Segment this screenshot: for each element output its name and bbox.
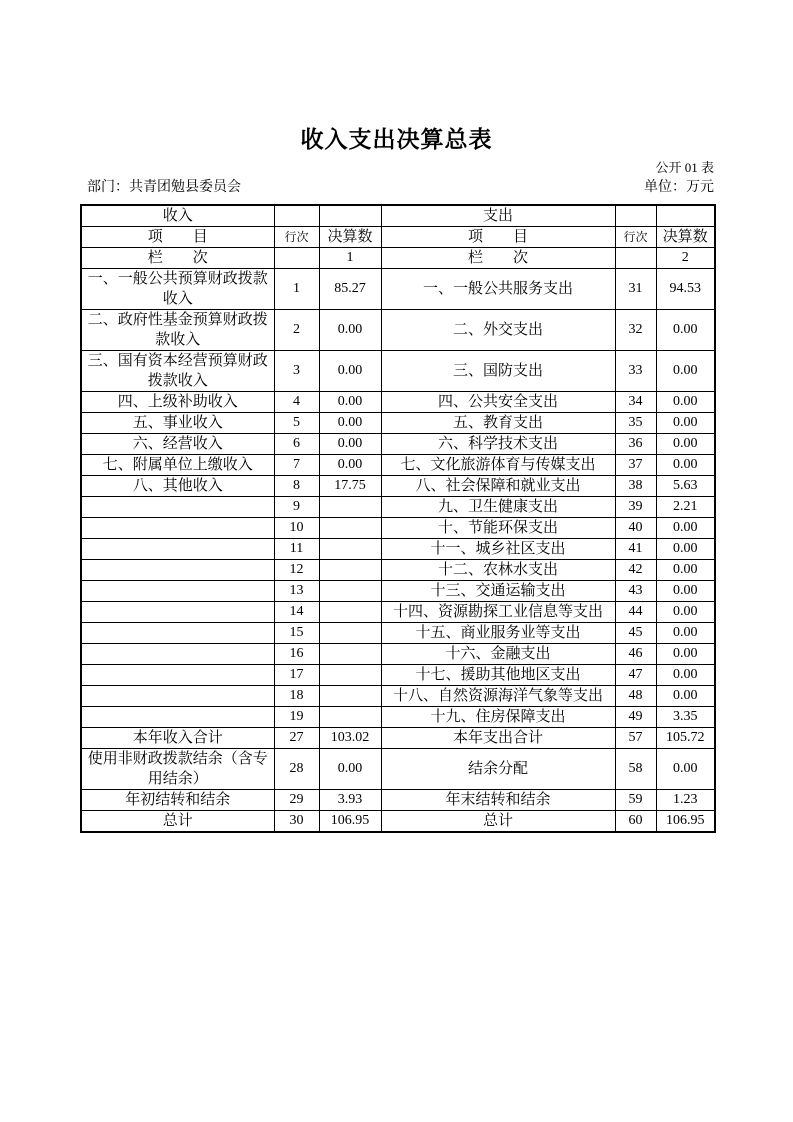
income-amount-cell: 3.93 xyxy=(319,790,381,811)
income-line-cell: 28 xyxy=(274,749,319,790)
income-item-cell xyxy=(81,560,274,581)
expense-amount-cell: 0.00 xyxy=(656,560,715,581)
expense-amount-header: 决算数 xyxy=(656,227,715,248)
table-body xyxy=(81,269,715,833)
expense-line-cell: 37 xyxy=(615,455,656,476)
income-amount-cell xyxy=(319,602,381,623)
income-item-cell: 五、事业收入 xyxy=(81,413,274,434)
income-column-index-label: 栏 次 xyxy=(81,248,274,269)
income-item-cell: 本年收入合计 xyxy=(81,728,274,749)
income-item-cell: 八、其他收入 xyxy=(81,476,274,497)
expense-item-cell: 结余分配 xyxy=(381,749,615,790)
expense-line-cell: 58 xyxy=(615,749,656,790)
expense-item-cell: 五、教育支出 xyxy=(381,413,615,434)
expense-amount-cell: 0.00 xyxy=(656,623,715,644)
expense-item-cell: 年末结转和结余 xyxy=(381,790,615,811)
income-item-cell: 四、上级补助收入 xyxy=(81,392,274,413)
expense-item-cell: 三、国防支出 xyxy=(381,351,615,392)
income-amount-header: 决算数 xyxy=(319,227,381,248)
table-row xyxy=(81,749,715,790)
expense-group-header: 支出 xyxy=(381,205,615,227)
income-amount-cell: 0.00 xyxy=(319,351,381,392)
income-line-cell: 10 xyxy=(274,518,319,539)
income-item-cell xyxy=(81,581,274,602)
income-line-cell: 29 xyxy=(274,790,319,811)
expense-item-cell: 四、公共安全支出 xyxy=(381,392,615,413)
column-header-row xyxy=(81,227,715,248)
income-amount-cell xyxy=(319,518,381,539)
table-row xyxy=(81,455,715,476)
income-line-cell: 9 xyxy=(274,497,319,518)
expense-line-cell: 43 xyxy=(615,581,656,602)
expense-item-cell: 本年支出合计 xyxy=(381,728,615,749)
expense-amount-cell: 5.63 xyxy=(656,476,715,497)
expense-item-cell: 九、卫生健康支出 xyxy=(381,497,615,518)
income-item-cell: 年初结转和结余 xyxy=(81,790,274,811)
income-amount-cell: 0.00 xyxy=(319,749,381,790)
income-item-cell xyxy=(81,686,274,707)
income-line-cell: 1 xyxy=(274,269,319,310)
expense-item-cell: 十九、住房保障支出 xyxy=(381,707,615,728)
expense-item-cell: 十四、资源勘探工业信息等支出 xyxy=(381,602,615,623)
expense-item-cell: 十八、自然资源海洋气象等支出 xyxy=(381,686,615,707)
expense-amount-cell: 0.00 xyxy=(656,686,715,707)
expense-amount-cell: 3.35 xyxy=(656,707,715,728)
expense-line-cell: 47 xyxy=(615,665,656,686)
income-amount-header-spacer xyxy=(319,205,381,227)
table-row xyxy=(81,434,715,455)
income-amount-cell xyxy=(319,497,381,518)
income-amount-cell xyxy=(319,665,381,686)
table-row xyxy=(81,351,715,392)
expense-amount-cell: 106.95 xyxy=(656,811,715,833)
expense-item-cell: 总计 xyxy=(381,811,615,833)
expense-amount-cell: 2.21 xyxy=(656,497,715,518)
expense-line-cell: 34 xyxy=(615,392,656,413)
expense-line-cell: 48 xyxy=(615,686,656,707)
department-label: 部门：共青团勉县委员会 xyxy=(87,180,241,195)
expense-line-cell: 59 xyxy=(615,790,656,811)
table-row xyxy=(81,790,715,811)
income-amount-cell: 106.95 xyxy=(319,811,381,833)
table-code: 公开 01 表 xyxy=(655,160,714,175)
income-amount-cell: 0.00 xyxy=(319,392,381,413)
meta-line xyxy=(80,179,714,197)
expense-line-cell: 41 xyxy=(615,539,656,560)
income-line-cell: 3 xyxy=(274,351,319,392)
expense-item-cell: 十、节能环保支出 xyxy=(381,518,615,539)
table-row xyxy=(81,392,715,413)
expense-item-cell: 十二、农林水支出 xyxy=(381,560,615,581)
expense-line-cell: 44 xyxy=(615,602,656,623)
income-item-cell xyxy=(81,623,274,644)
table-row xyxy=(81,310,715,351)
income-line-cell: 18 xyxy=(274,686,319,707)
expense-line-cell: 46 xyxy=(615,644,656,665)
income-item-cell xyxy=(81,602,274,623)
expense-line-cell: 60 xyxy=(615,811,656,833)
income-line-cell: 4 xyxy=(274,392,319,413)
page-content xyxy=(80,159,714,833)
income-amount-cell: 0.00 xyxy=(319,434,381,455)
expense-amount-cell: 105.72 xyxy=(656,728,715,749)
expense-amount-cell: 0.00 xyxy=(656,434,715,455)
table-row xyxy=(81,686,715,707)
income-item-cell xyxy=(81,707,274,728)
table-row xyxy=(81,602,715,623)
expense-amount-cell: 0.00 xyxy=(656,644,715,665)
table-code-line xyxy=(80,159,714,176)
table-row xyxy=(81,413,715,434)
table-row xyxy=(81,476,715,497)
expense-line-cell: 35 xyxy=(615,413,656,434)
expense-line-cell: 45 xyxy=(615,623,656,644)
income-line-cell: 2 xyxy=(274,310,319,351)
income-line-cell: 6 xyxy=(274,434,319,455)
table-row xyxy=(81,269,715,310)
column-index-row xyxy=(81,248,715,269)
income-item-cell: 一、一般公共预算财政拨款收入 xyxy=(81,269,274,310)
income-item-header: 项 目 xyxy=(81,227,274,248)
table-row xyxy=(81,644,715,665)
table-row xyxy=(81,811,715,833)
table-row xyxy=(81,539,715,560)
expense-amount-cell: 0.00 xyxy=(656,518,715,539)
income-line-cell: 14 xyxy=(274,602,319,623)
unit-label: 单位：万元 xyxy=(644,180,714,195)
expense-amount-cell: 1.23 xyxy=(656,790,715,811)
table-row xyxy=(81,707,715,728)
expense-item-cell: 十一、城乡社区支出 xyxy=(381,539,615,560)
expense-item-cell: 十七、援助其他地区支出 xyxy=(381,665,615,686)
income-amount-cell: 85.27 xyxy=(319,269,381,310)
income-item-cell xyxy=(81,518,274,539)
income-item-cell: 二、政府性基金预算财政拨款收入 xyxy=(81,310,274,351)
expense-line-cell: 57 xyxy=(615,728,656,749)
income-line-header-spacer xyxy=(274,205,319,227)
expense-amount-header-spacer xyxy=(656,205,715,227)
table-row xyxy=(81,497,715,518)
table-row xyxy=(81,728,715,749)
income-item-cell: 使用非财政拨款结余（含专用结余） xyxy=(81,749,274,790)
expense-line-cell: 38 xyxy=(615,476,656,497)
expense-amount-cell: 0.00 xyxy=(656,455,715,476)
income-line-cell: 15 xyxy=(274,623,319,644)
expense-item-cell: 八、社会保障和就业支出 xyxy=(381,476,615,497)
table-row xyxy=(81,623,715,644)
expense-amount-cell: 0.00 xyxy=(656,539,715,560)
expense-amount-cell: 0.00 xyxy=(656,665,715,686)
group-header-row xyxy=(81,205,715,227)
income-line-cell: 19 xyxy=(274,707,319,728)
expense-line-cell: 39 xyxy=(615,497,656,518)
income-line-cell: 13 xyxy=(274,581,319,602)
income-item-cell xyxy=(81,665,274,686)
income-amount-cell xyxy=(319,581,381,602)
income-line-cell: 11 xyxy=(274,539,319,560)
expense-line-cell: 31 xyxy=(615,269,656,310)
expense-item-cell: 十五、商业服务业等支出 xyxy=(381,623,615,644)
expense-amount-cell: 0.00 xyxy=(656,392,715,413)
expense-line-cell: 42 xyxy=(615,560,656,581)
income-amount-cell xyxy=(319,623,381,644)
expense-line-cell: 49 xyxy=(615,707,656,728)
expense-line-header: 行次 xyxy=(615,227,656,248)
expense-line-index-spacer xyxy=(615,248,656,269)
expense-item-header: 项 目 xyxy=(381,227,615,248)
income-line-cell: 27 xyxy=(274,728,319,749)
expense-item-cell: 七、文化旅游体育与传媒支出 xyxy=(381,455,615,476)
expense-item-cell: 一、一般公共服务支出 xyxy=(381,269,615,310)
income-item-cell: 总计 xyxy=(81,811,274,833)
income-item-cell: 三、国有资本经营预算财政拨款收入 xyxy=(81,351,274,392)
expense-amount-cell: 0.00 xyxy=(656,749,715,790)
expense-line-cell: 32 xyxy=(615,310,656,351)
table-row xyxy=(81,518,715,539)
table-row xyxy=(81,581,715,602)
expense-item-cell: 十六、金融支出 xyxy=(381,644,615,665)
income-amount-cell xyxy=(319,644,381,665)
expense-amount-cell: 0.00 xyxy=(656,310,715,351)
income-amount-cell xyxy=(319,686,381,707)
income-amount-cell: 17.75 xyxy=(319,476,381,497)
income-item-cell xyxy=(81,539,274,560)
income-line-cell: 7 xyxy=(274,455,319,476)
table-row xyxy=(81,560,715,581)
income-amount-cell xyxy=(319,560,381,581)
expense-amount-cell: 0.00 xyxy=(656,602,715,623)
income-amount-cell xyxy=(319,539,381,560)
income-line-index-spacer xyxy=(274,248,319,269)
income-column-number: 1 xyxy=(319,248,381,269)
income-line-cell: 30 xyxy=(274,811,319,833)
expense-amount-cell: 0.00 xyxy=(656,581,715,602)
income-amount-cell xyxy=(319,707,381,728)
expense-line-cell: 36 xyxy=(615,434,656,455)
income-line-cell: 17 xyxy=(274,665,319,686)
expense-line-cell: 33 xyxy=(615,351,656,392)
income-line-cell: 16 xyxy=(274,644,319,665)
expense-item-cell: 二、外交支出 xyxy=(381,310,615,351)
income-group-header: 收入 xyxy=(81,205,274,227)
income-item-cell xyxy=(81,644,274,665)
income-amount-cell: 0.00 xyxy=(319,455,381,476)
income-line-cell: 8 xyxy=(274,476,319,497)
expense-column-index-label: 栏 次 xyxy=(381,248,615,269)
expense-amount-cell: 94.53 xyxy=(656,269,715,310)
budget-summary-table xyxy=(80,204,716,833)
table-row xyxy=(81,665,715,686)
income-line-cell: 12 xyxy=(274,560,319,581)
expense-item-cell: 十三、交通运输支出 xyxy=(381,581,615,602)
income-amount-cell: 103.02 xyxy=(319,728,381,749)
expense-column-number: 2 xyxy=(656,248,715,269)
income-item-cell: 六、经营收入 xyxy=(81,434,274,455)
expense-amount-cell: 0.00 xyxy=(656,413,715,434)
expense-line-cell: 40 xyxy=(615,518,656,539)
income-item-cell: 七、附属单位上缴收入 xyxy=(81,455,274,476)
income-line-header: 行次 xyxy=(274,227,319,248)
income-item-cell xyxy=(81,497,274,518)
expense-item-cell: 六、科学技术支出 xyxy=(381,434,615,455)
expense-line-header-spacer xyxy=(615,205,656,227)
income-line-cell: 5 xyxy=(274,413,319,434)
income-amount-cell: 0.00 xyxy=(319,413,381,434)
expense-amount-cell: 0.00 xyxy=(656,351,715,392)
page-title: 收入支出决算总表 xyxy=(300,127,493,152)
income-amount-cell: 0.00 xyxy=(319,310,381,351)
